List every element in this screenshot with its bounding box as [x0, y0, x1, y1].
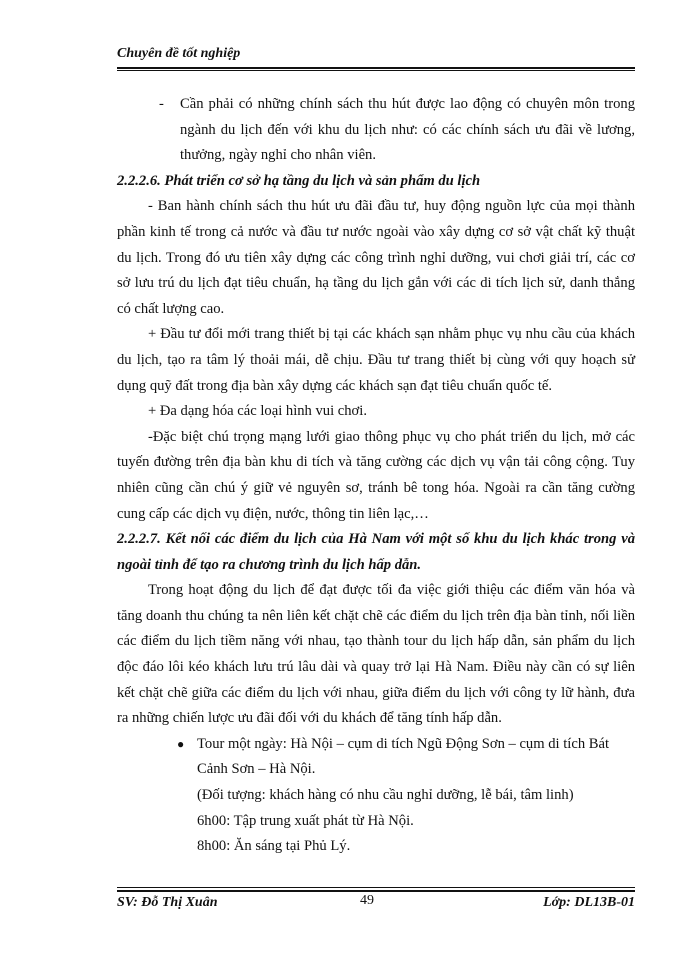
paragraph: + Đầu tư đổi mới trang thiết bị tại các khách sạn nhằm phục vụ nhu cầu của khách du lịch, tạo ra tâm lý thoải mái, dễ chịu. Đầu tư trang thiết bị cùng với quy hoạch sử dụng quỹ đất trong địa bàn xây dựng các khách sạn đạt tiêu chuẩn quốc tế.	[117, 326, 635, 394]
footer-student: SV: Đỗ Thị Xuân	[117, 895, 218, 910]
paragraph: Trong hoạt động du lịch để đạt được tối đa việc giới thiệu các điểm văn hóa và tăng doanh thu chúng ta nên liên kết chặt chẽ các điểm du lịch trên địa bàn tỉnh, nối liền các điểm du lịch tiềm năng với nhau, tạo thành tour du lịch hấp dẫn, sản phẩm du lịch độc đáo lôi kéo khách lưu trú lâu dài và quay trở lại Hà Nam. Điều này cần có sự liên kết chặt chẽ giữa các điểm du lịch với nhau, giữa điểm du lịch với công ty lữ hành, đưa ra những chiến lược ưu đãi đối với du khách để tăng tính hấp dẫn.	[117, 582, 635, 727]
dash-list-item	[117, 92, 635, 169]
header-rule	[117, 67, 635, 69]
bullet-icon: ●	[177, 736, 185, 751]
footer-rule-thin	[117, 887, 635, 888]
header-title: Chuyên đề tốt nghiệp	[117, 46, 241, 61]
paragraph: - Ban hành chính sách thu hút ưu đãi đầu tư, huy động nguồn lực của mọi thành phần kinh tế trong cả nước và đầu tư nước ngoài vào xây dựng cơ sở vật chất kỹ thuật du lịch. Trong đó ưu tiên xây dựng các công trình nghỉ dưỡng, vui chơi giải trí, các cơ sở lưu trú du lịch đạt tiêu chuẩn, hạ tầng du lịch gắn với các di tích lịch sử, danh thắng có chất lượng cao.	[117, 198, 635, 317]
dash-marker: -	[159, 96, 164, 112]
tour-line: (Đối tượng: khách hàng có nhu cầu nghỉ dưỡng, lễ bái, tâm linh)	[197, 787, 574, 804]
page-number: 49	[360, 893, 374, 908]
section-heading-2-2-2-6: 2.2.2.6. Phát triển cơ sở hạ tầng du lịch và sản phẩm du lịch	[117, 172, 481, 189]
paragraph: -Đặc biệt chú trọng mạng lưới giao thông phục vụ cho phát triển du lịch, mở các tuyến đường trên địa bàn khu di tích và tăng cường các dịch vụ vận tải công cộng. Tuy nhiên cũng cần chú ý giữ vẻ nguyên sơ, tránh bê tong hóa. Ngoài ra cần tăng cường cung cấp các dịch vụ điện, nước, thông tin liên lạc,…	[117, 428, 635, 522]
bullet-list-item	[117, 732, 635, 860]
footer-class: Lớp: DL13B-01	[543, 895, 635, 910]
tour-line: 8h00: Ăn sáng tại Phủ Lý.	[197, 838, 351, 855]
section-heading-2-2-2-7: 2.2.2.7. Kết nối các điểm du lịch của Hà Nam với một số khu du lịch khác trong và ngoài tỉnh để tạo ra chương trình du lịch hấp dẫn.	[117, 531, 635, 573]
paragraph: + Đa dạng hóa các loại hình vui chơi.	[148, 403, 367, 420]
bullet-body	[197, 732, 635, 860]
footer-rule	[117, 890, 635, 892]
dash-item-text: Cần phải có những chính sách thu hút được lao động có chuyên môn trong ngành du lịch đến với khu du lịch như: có các chính sách ưu đãi về lương, thưởng, ngày nghỉ cho nhân viên.	[180, 96, 635, 164]
header-rule-thin	[117, 70, 635, 71]
document-body	[117, 92, 635, 860]
tour-title: Tour một ngày: Hà Nội – cụm di tích Ngũ Động Sơn – cụm di tích Bát Cảnh Sơn – Hà Nội.	[197, 735, 610, 778]
tour-line: 6h00: Tập trung xuất phát từ Hà Nội.	[197, 812, 414, 829]
